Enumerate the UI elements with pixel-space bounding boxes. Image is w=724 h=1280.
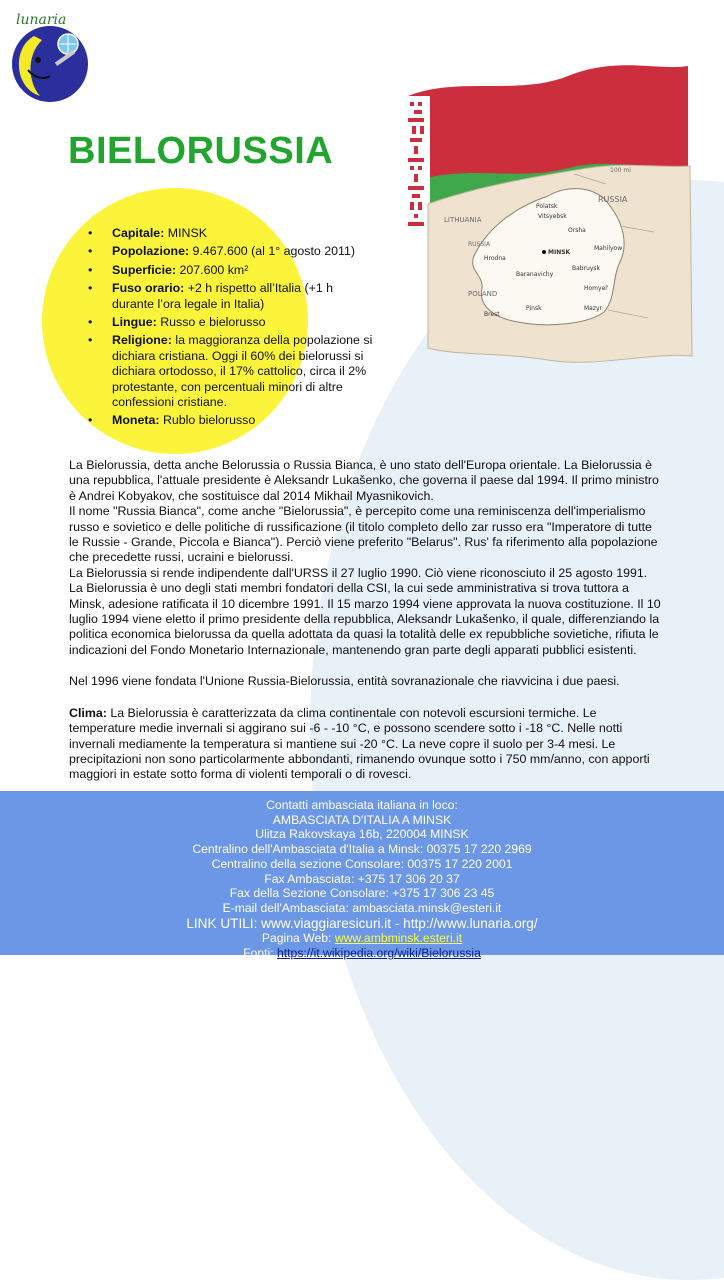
- footer-embassy-name: AMBASCIATA D'ITALIA A MINSK: [272, 812, 452, 827]
- fact-value: MINSK: [164, 226, 208, 240]
- footer-contacts-heading: Contatti ambasciata italiana in loco:: [266, 798, 458, 812]
- map-city-mazyr: Mazyr: [584, 305, 603, 312]
- fact-value: 207.600 km²: [176, 262, 249, 277]
- footer-sources: [0, 946, 724, 961]
- fact-value: +2 h rispetto all’Italia (+1 h durante l’ora legale in Italia): [112, 281, 334, 311]
- bullet: •: [88, 281, 93, 296]
- climate-text: La Bielorussia è caratterizzata da clima continentale con notevoli escursioni termiche. Le temperature medie invernali si aggirano sui -6 - -10 °C, e possono scendere sotto i -18 °C. Nelle notti invernali mediamente la temperatura si mantiene sui -20 °C. La neve copre il suolo per 3-4 mesi. Le precipitazioni non sono particolarmente abbondanti, rimanendo ovunque sotto i 750 mm/anno, con apporti maggiori in estate sotto forma di violenti temporali o di rovesci.: [69, 705, 650, 782]
- fact-timezone: [86, 281, 376, 312]
- paragraph-union: Nel 1996 viene fondata l'Unione Russia-Bielorussia, entità sovranazionale che riavvicina i due paesi.: [69, 674, 620, 689]
- bullet: •: [88, 226, 93, 240]
- map-scale: 100 mi: [610, 167, 631, 174]
- fact-value: Russo e bielorusso: [156, 315, 266, 330]
- lunaria-logo: [6, 6, 94, 104]
- fact-currency: [86, 413, 376, 428]
- contacts-footer: [0, 791, 724, 960]
- fact-capital: [86, 226, 376, 241]
- sources-label: Fonti:: [243, 945, 277, 960]
- web-label: Pagina Web:: [261, 931, 335, 946]
- body-text: [69, 458, 661, 799]
- fact-label: Fuso orario:: [112, 281, 185, 296]
- fact-label: Moneta:: [112, 413, 160, 428]
- footer-switchboard: Centralino dell'Ambasciata d'Italia a Minsk: 00375 17 220 2969: [192, 842, 532, 857]
- map-label-lithuania: LITHUANIA: [444, 216, 482, 224]
- map-city-minsk: MINSK: [548, 249, 571, 256]
- bullet: •: [88, 333, 93, 348]
- bullet: •: [88, 315, 93, 330]
- page-title: BIELORUSSIA: [68, 130, 334, 172]
- footer-consular-switchboard: Centralino della sezione Consolare: 00375 17 220 2001: [211, 856, 513, 871]
- map-label-russia: RUSSIA: [598, 195, 628, 204]
- facts-list: [86, 226, 376, 432]
- embassy-website-link[interactable]: www.ambminsk.esteri.it: [334, 931, 463, 946]
- fact-value: 9.467.600 (al 1° agosto 2011): [189, 244, 356, 259]
- map-city-hrodna: Hrodna: [484, 255, 506, 262]
- map-city-mahilyow: Mahilyow: [594, 245, 623, 252]
- footer-address: Ulitza Rakovskaya 16b, 220004 MINSK: [255, 827, 469, 842]
- map-city-brest: Brest: [484, 311, 500, 318]
- fact-label: Superficie:: [112, 262, 177, 277]
- map-label-poland: POLAND: [468, 290, 498, 298]
- fact-value: Rublo bielorusso: [159, 413, 256, 428]
- paragraph-intro: La Bielorussia, detta anche Belorussia o Russia Bianca, è uno stato dell'Europa orientale. La Bielorussia è una repubblica, l'attuale presidente è Aleksandr Lukašenko, che governa il paese dal 1994. Il primo ministro è Andrei Kobyakov, che sostituisce dal 2014 Mikhail Myasnikovich.: [69, 458, 659, 503]
- wikipedia-source-link[interactable]: https://it.wikipedia.org/wiki/Bielorussia: [276, 945, 481, 960]
- fact-label: Popolazione:: [112, 244, 190, 259]
- bullet: •: [88, 413, 93, 428]
- bullet: •: [88, 262, 93, 277]
- paragraph-name: Il nome "Russia Bianca", come anche "Bielorussia", è percepito come una reminiscenza dell'imperialismo russo e sovietico e delle politiche di russificazione (il titolo completo dello zar russo era "Imperatore di tutte le Russie - Grande, Piccola e Bianca"). Perciò viene preferito "Belarus". Rus' fa riferimento alla popolazione che precedette russi, ucraini e bielorussi.: [69, 504, 658, 565]
- fact-label: Capitale:: [112, 226, 165, 240]
- fact-languages: [86, 315, 376, 330]
- fact-population: [86, 244, 376, 259]
- fact-value: la maggioranza della popolazione si dichiara cristiana. Oggi il 60% dei bielorussi si dichiara ortodosso, il 17% cattolico, circa il 2% protestante, con percentuali minori di altre confessioni cristiane.: [112, 333, 373, 410]
- bullet: •: [88, 244, 93, 259]
- footer-useful-links: LINK UTILI: www.viaggiaresicuri.it - http://www.lunaria.org/: [186, 915, 538, 931]
- footer-web-page: [0, 931, 724, 946]
- fact-label: Lingue:: [112, 315, 157, 330]
- map-city-orsha: Orsha: [568, 227, 586, 234]
- logo-text: lunaria: [16, 12, 67, 28]
- paragraph-climate: [69, 706, 661, 783]
- fact-religion: [86, 333, 376, 410]
- map-city-vitsyebsk: Vitsyebsk: [538, 213, 567, 220]
- flag-and-map: [398, 56, 694, 376]
- fact-area: [86, 263, 376, 278]
- fact-label: Religione:: [112, 333, 172, 348]
- map-city-baranavichy: Baranavichy: [516, 271, 554, 278]
- footer-fax-embassy: Fax Ambasciata: +375 17 306 20 37: [264, 871, 460, 886]
- map-label-russia-left: RUSSIA: [468, 241, 491, 248]
- map-city-homyel: Homyel': [584, 285, 609, 292]
- map-city-polatsk: Polatsk: [536, 203, 558, 210]
- climate-label: Clima:: [69, 705, 107, 720]
- footer-email: E-mail dell'Ambasciata: ambasciata.minsk@esteri.it: [222, 900, 502, 915]
- footer-fax-consular: Fax della Sezione Consolare: +375 17 306 23 45: [229, 886, 495, 901]
- map-city-pinsk: Pinsk: [526, 305, 542, 312]
- map-city-babruysk: Babruysk: [572, 265, 601, 272]
- paragraph-history: La Bielorussia si rende indipendente dall'URSS il 27 luglio 1990. Ciò viene riconosciuto il 25 agosto 1991. La Bielorussia è uno degli stati membri fondatori della CSI, la cui sede amministrativa si trova tuttora a Minsk, adesione ratificata il 10 dicembre 1991. Il 15 marzo 1994 viene approvata la nuova costituzione. Il 10 luglio 1994 viene eletto il primo presidente della repubblica, Aleksandr Lukašenko, il quale, differenziando la politica economica bielorussa da quella adottata da quasi la totalità delle ex repubbliche sovietiche, rifiuta le indicazioni del Fondo Monetario Internazionale, mantenendo gran parte degli apparati pubblici esistenti.: [69, 565, 661, 657]
